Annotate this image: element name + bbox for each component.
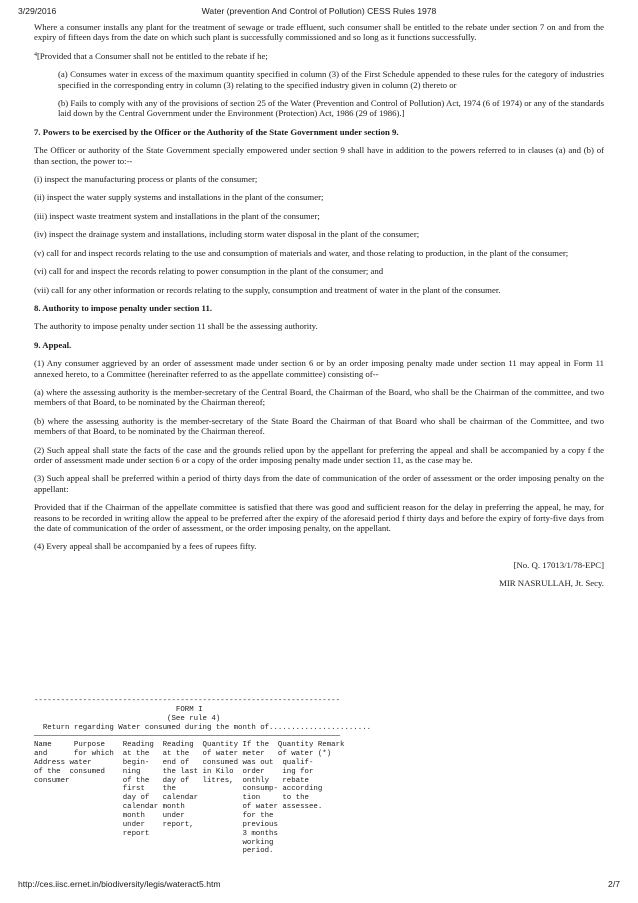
proviso-text: [Provided that a Consumer shall not be entitled to the rebate if he; [37, 50, 268, 61]
list-item: (iv) inspect the drainage system and installations, including storm water disposal in the plant of the consumer; [34, 229, 420, 240]
paragraph: Provided that if the Chairman of the appellate committee is satisfied that there was good and sufficient reason for the delay in preferring the appeal, he may, for reasons to be recorded in writing allow the appeal to be preferred after the expiry of the aforesaid period f thirty days and before the expiry of forty-five days from the date of communication of the order of assessment, or the order imposing penalty, on the appellant. [34, 502, 604, 533]
paragraph: (a) where the assessing authority is the member-secretary of the Central Board, the Chairman of the Board, who shall be the Chairman of the committee, and two members of that Board, to be nominated by the Chairman thereof; [34, 386, 604, 408]
footnote-marker: 4 [34, 51, 37, 58]
print-date: 3/29/2016 [18, 6, 57, 16]
document-body [34, 22, 604, 597]
notification-reference: [No. Q. 17013/1/78-EPC] [513, 559, 604, 570]
form-one-block: --------------------------------------------------------------------- FORM I (See rule 4) Return regarding Water consumed during the month of....................... ————————————————————————————————————————————————————————————————————— Name Purpose Reading Reading Quantity If the Quantity Remark and for which at the at the of water meter of water (*) Address water begin- end of consumed was out qualif- of the consumed ning the last in Kilo order ing for consumer of the day of litres, onthly rebate first the consump- according day of calendar tion to the calendar month of water assessee. month under for the under report, previous report 3 months working period. [34, 697, 372, 856]
list-item: (vii) call for any other information or records relating to the supply, consumption and treatment of water in the plant of the consumer. [34, 284, 501, 295]
proviso-paragraph [34, 51, 604, 61]
paragraph: The authority to impose penalty under section 11 shall be the assessing authority. [34, 321, 318, 332]
paragraph: (3) Such appeal shall be preferred within a period of thirty days from the date of communication of the order of assessment or the order imposing penalty on the appellant: [34, 473, 604, 494]
paragraph: The Officer or authority of the State Government specially empowered under section 9 shall have in addition to the powers referred to in clauses (a) and (b) of than section, the power to:-- [34, 145, 604, 166]
print-header [18, 6, 620, 20]
list-item: (vi) call for and inspect the records relating to power consumption in the plant of the consumer; and [34, 266, 384, 277]
paragraph: Where a consumer installs any plant for the treatment of sewage or trade effluent, such consumer shall be entitled to the rebate under section 7 on and from the expiry of fifteen days from the date on which such plant is successfully commissioned and so long as it functions successfully. [34, 22, 604, 43]
paragraph: (2) Such appeal shall state the facts of the case and the grounds relied upon by the appellant for preferring the appeal and shall be accompanied by a copy f the order of assessment made under section 6 or a copy of the order imposing penalty made under section 11, as the case may be. [34, 444, 604, 465]
paragraph: (b) where the assessing authority is the member-secretary of the State Board the Chairman of that Board who shall be chairman of the Committee, and two members of that Board, to be nominated by the Chairman thereof. [34, 415, 604, 437]
list-item: (ii) inspect the water supply systems and installations in the plant of the consumer; [34, 192, 324, 203]
section-heading-8: 8. Authority to impose penalty under section 11. [34, 302, 213, 313]
list-item: (iii) inspect waste treatment system and installations in the plant of the consumer; [34, 210, 320, 221]
page-number: 2/7 [608, 879, 620, 889]
page-title: Water (prevention And Control of Pollution) CESS Rules 1978 [201, 6, 437, 16]
page-url: http://ces.iisc.ernet.in/biodiversity/legis/wateract5.htm [18, 879, 221, 889]
paragraph: (1) Any consumer aggrieved by an order of assessment made under section 6 or by an order imposing penalty made under section 11 may appeal in Form 11 annexed hereto, to a Committee (hereinafter referred to as the appellate committee) consisting of-- [34, 358, 604, 379]
signatory: MIR NASRULLAH, Jt. Secy. [499, 578, 604, 589]
list-item: (i) inspect the manufacturing process or plants of the consumer; [34, 174, 258, 185]
print-footer [18, 879, 620, 893]
list-item: (v) call for and inspect records relating to the use and consumption of materials and water, and those relating to production, in the plant of the consumer; [34, 247, 569, 258]
paragraph: (4) Every appeal shall be accompanied by a fees of rupees fifty. [34, 541, 257, 552]
clause-b: (b) Fails to comply with any of the provisions of section 25 of the Water (Prevention and Control of Pollution) Act, 1974 (6 of 1974) or any of the standards laid down by the Central Government under the Environment (Protection) Act, 1986 (29 of 1986).] [58, 98, 604, 119]
section-heading-9: 9. Appeal. [34, 339, 72, 350]
section-heading-7: 7. Powers to be exercised by the Officer or the Authority of the State Government under section 9. [34, 126, 399, 137]
clause-a: (a) Consumes water in excess of the maximum quantity specified in column (3) of the First Schedule appended to these rules for the category of industries specified in the corresponding entry in column (3) relating to the specified industry given in column (2) thereto or [58, 69, 604, 90]
